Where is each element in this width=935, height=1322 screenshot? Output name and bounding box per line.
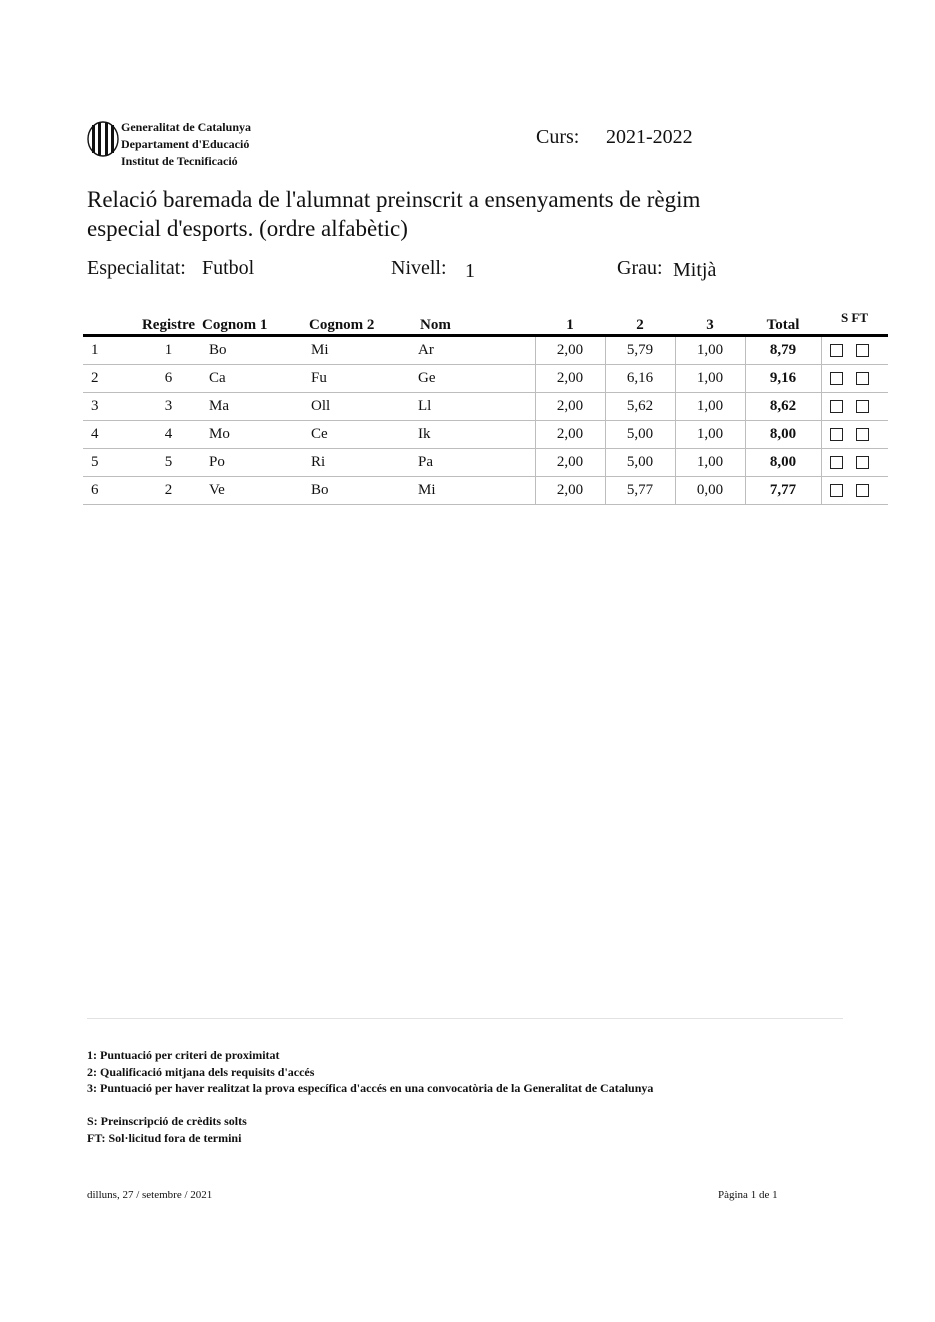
institution-block (121, 119, 251, 170)
grau-value: Mitjà (673, 259, 717, 281)
ft-checkbox (856, 400, 869, 413)
cell-registre: 3 (136, 393, 201, 421)
cell-flags (821, 393, 888, 421)
especialitat-label: Especialitat: (87, 257, 186, 279)
cell-criteri-2: 5,62 (605, 393, 675, 421)
cell-nom: Ge (410, 365, 535, 393)
cell-criteri-3: 1,00 (675, 336, 745, 365)
cell-registre: 6 (136, 365, 201, 393)
cell-total: 8,79 (745, 336, 821, 365)
col-header-registre: Registre (136, 308, 201, 336)
ft-checkbox (856, 456, 869, 469)
legend-block (87, 1047, 653, 1097)
legend-item-1: 1: Puntuació per criteri de proximitat (87, 1048, 280, 1062)
legend-flags (87, 1113, 247, 1147)
cell-flags (821, 365, 888, 393)
cell-criteri-1: 2,00 (535, 365, 605, 393)
col-header-criteri-2: 2 (605, 308, 675, 336)
cell-cognom1: Bo (201, 336, 303, 365)
table-row (83, 336, 888, 365)
cell-criteri-2: 5,79 (605, 336, 675, 365)
footer-page-number: Pàgina 1 de 1 (718, 1189, 778, 1201)
col-header-total: Total (745, 308, 821, 336)
title-line-1: Relació baremada de l'alumnat preinscrit a ensenyaments de règim (87, 187, 701, 212)
cell-criteri-3: 1,00 (675, 449, 745, 477)
cell-criteri-2: 5,00 (605, 421, 675, 449)
institution-line-2: Departament d'Educació (121, 137, 250, 151)
col-header-index (83, 308, 136, 336)
cell-nom: Pa (410, 449, 535, 477)
s-checkbox (830, 456, 843, 469)
cell-index: 2 (83, 365, 136, 393)
cell-index: 5 (83, 449, 136, 477)
cell-cognom2: Ri (303, 449, 410, 477)
cell-cognom1: Mo (201, 421, 303, 449)
cell-cognom1: Ma (201, 393, 303, 421)
cell-flags (821, 336, 888, 365)
cell-criteri-2: 5,00 (605, 449, 675, 477)
cell-criteri-3: 0,00 (675, 477, 745, 505)
nivell-value: 1 (465, 260, 475, 282)
cell-criteri-3: 1,00 (675, 365, 745, 393)
table-row (83, 393, 888, 421)
col-header-cognom2: Cognom 2 (303, 308, 410, 336)
generalitat-logo-icon (87, 121, 119, 157)
especialitat-value: Futbol (202, 257, 255, 279)
cell-flags (821, 449, 888, 477)
cell-criteri-1: 2,00 (535, 449, 605, 477)
col-header-nom: Nom (410, 308, 535, 336)
cell-cognom2: Oll (303, 393, 410, 421)
results-table (83, 308, 888, 505)
curs-label: Curs: (536, 126, 580, 148)
table-header-row (83, 308, 888, 336)
cell-nom: Ll (410, 393, 535, 421)
cell-nom: Ar (410, 336, 535, 365)
cell-index: 6 (83, 477, 136, 505)
col-header-criteri-1: 1 (535, 308, 605, 336)
institution-line-1: Generalitat de Catalunya (121, 120, 251, 134)
cell-cognom1: Ca (201, 365, 303, 393)
institution-line-3: Institut de Tecnificació (121, 154, 238, 168)
table-row (83, 477, 888, 505)
cell-criteri-1: 2,00 (535, 477, 605, 505)
cell-cognom2: Ce (303, 421, 410, 449)
ft-checkbox (856, 344, 869, 357)
cell-criteri-1: 2,00 (535, 393, 605, 421)
s-checkbox (830, 484, 843, 497)
cell-total: 8,62 (745, 393, 821, 421)
cell-cognom1: Ve (201, 477, 303, 505)
cell-nom: Mi (410, 477, 535, 505)
table-row (83, 365, 888, 393)
cell-registre: 1 (136, 336, 201, 365)
ft-checkbox (856, 372, 869, 385)
col-header-cognom1: Cognom 1 (201, 308, 303, 336)
cell-criteri-2: 5,77 (605, 477, 675, 505)
cell-criteri-1: 2,00 (535, 421, 605, 449)
cell-index: 4 (83, 421, 136, 449)
legend-item-3: 3: Puntuació per haver realitzat la prova específica d'accés en una convocatòria de la Generalitat de Catalunya (87, 1081, 654, 1095)
cell-total: 7,77 (745, 477, 821, 505)
cell-total: 9,16 (745, 365, 821, 393)
cell-nom: Ik (410, 421, 535, 449)
footer-date: dilluns, 27 / setembre / 2021 (87, 1189, 213, 1201)
document-title (87, 185, 807, 243)
col-header-criteri-3: 3 (675, 308, 745, 336)
cell-flags (821, 477, 888, 505)
cell-registre: 5 (136, 449, 201, 477)
s-checkbox (830, 400, 843, 413)
cell-total: 8,00 (745, 421, 821, 449)
s-checkbox (830, 344, 843, 357)
grau-label: Grau: (617, 257, 663, 279)
cell-cognom1: Po (201, 449, 303, 477)
legend-item-ft: FT: Sol·licitud fora de termini (87, 1131, 242, 1145)
legend-item-s: S: Preinscripció de crèdits solts (87, 1114, 247, 1128)
col-header-s-ft: S FT (821, 308, 888, 336)
table-row (83, 449, 888, 477)
cell-criteri-1: 2,00 (535, 336, 605, 365)
ft-checkbox (856, 428, 869, 441)
cell-flags (821, 421, 888, 449)
curs-value: 2021-2022 (606, 126, 693, 148)
cell-total: 8,00 (745, 449, 821, 477)
cell-criteri-3: 1,00 (675, 421, 745, 449)
cell-registre: 4 (136, 421, 201, 449)
cell-index: 1 (83, 336, 136, 365)
cell-cognom2: Fu (303, 365, 410, 393)
ft-checkbox (856, 484, 869, 497)
divider (87, 1018, 843, 1019)
legend-item-2: 2: Qualificació mitjana dels requisits d'accés (87, 1064, 315, 1079)
cell-criteri-2: 6,16 (605, 365, 675, 393)
cell-criteri-3: 1,00 (675, 393, 745, 421)
nivell-label: Nivell: (391, 257, 447, 279)
title-line-2: especial d'esports. (ordre alfabètic) (87, 216, 408, 241)
s-checkbox (830, 372, 843, 385)
table-row (83, 421, 888, 449)
cell-registre: 2 (136, 477, 201, 505)
cell-cognom2: Mi (303, 336, 410, 365)
cell-cognom2: Bo (303, 477, 410, 505)
s-checkbox (830, 428, 843, 441)
cell-index: 3 (83, 393, 136, 421)
